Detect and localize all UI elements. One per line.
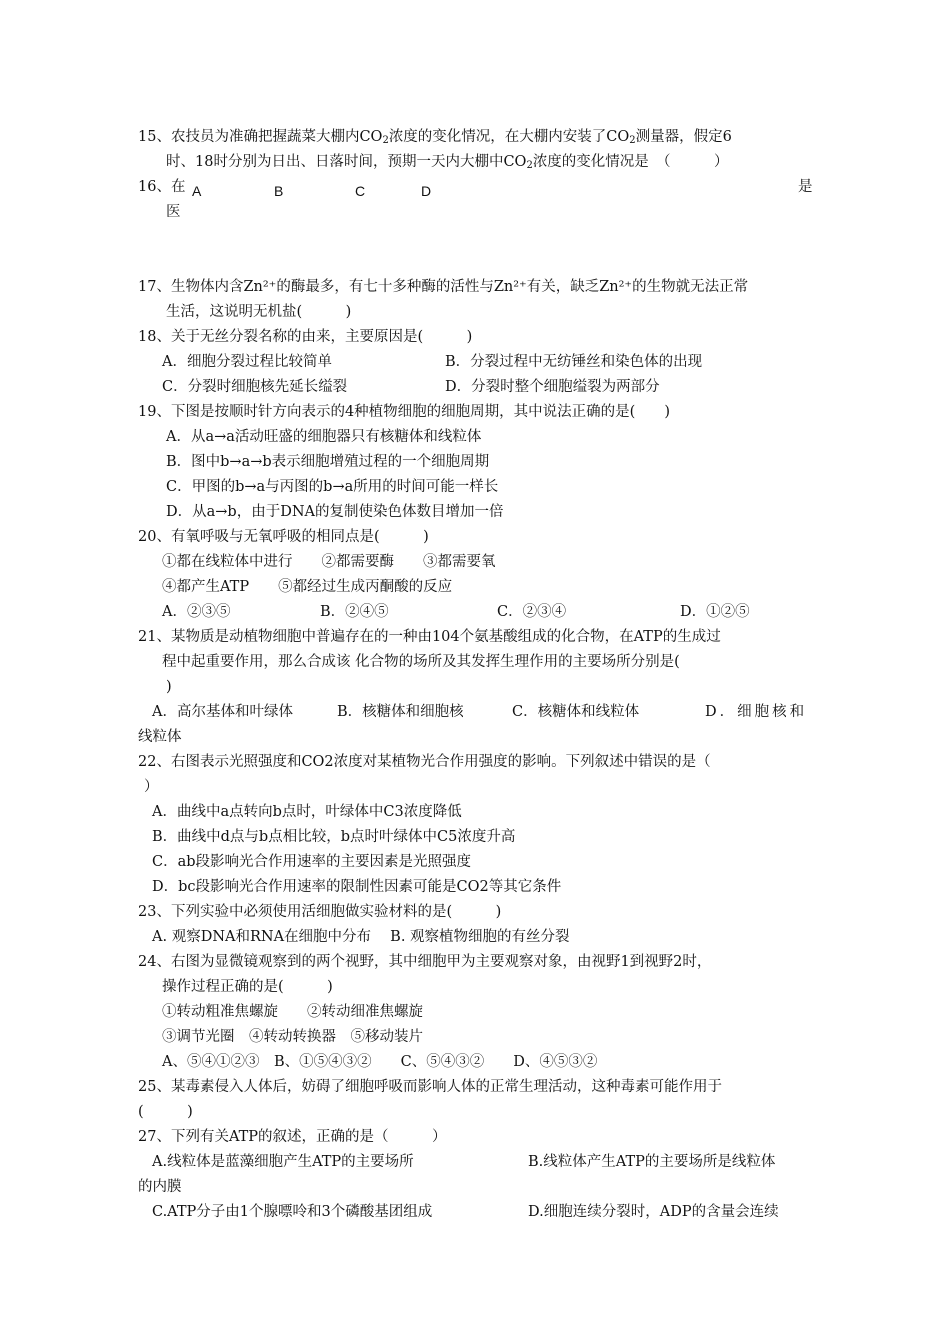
q21-line1: 21、某物质是动植物细胞中普遍存在的一种由104个氨基酸组成的化合物，在ATP的生成过 [138,629,721,645]
q24-line1: 24、右图为显微镜观察到的两个视野，其中细胞甲为主要观察对象，由视野1到视野2时， [138,954,712,970]
q15-line1: 15、农技员为准确把握蔬菜大棚内$CO_2$浓度的变化情况，在大棚内安装了$CO_2$测量器，假定6 [138,129,732,146]
q20-stem: 20、有氧呼吸与无氧呼吸的相同点是( ) [138,529,429,545]
q22-line2: ） [144,779,159,795]
q21-line3: ) [166,679,172,695]
q22-option-a: A．曲线中a点转向b点时，叶绿体中C3浓度降低 [152,804,462,820]
q27-option-d: D.细胞连续分裂时，ADP的含量会连续 [528,1204,779,1220]
q18-option-b: B．分裂过程中无纺锤丝和染色体的出现 [445,354,703,370]
q20-option-a: A．②③⑤ [162,604,231,620]
q18-option-a: A．细胞分裂过程比较简单 [162,354,332,370]
q20-option-b: B．②④⑤ [320,604,389,620]
q27-stem: 27、下列有关ATP的叙述，正确的是（ ） [138,1129,447,1145]
q22-option-c: C．ab段影响光合作用速率的主要因素是光照强度 [152,854,472,870]
q20-option-d: D．①②⑤ [680,604,750,620]
q21-line2: 程中起重要作用，那么合成该 化合物的场所及其发挥生理作用的主要场所分别是( [162,654,680,670]
q20-items-2: ④都产生ATP ⑤都经过生成丙酮酸的反应 [162,579,453,595]
q15-line2: 时、18时分别为日出、日落时间，预期一天内大棚中$CO_2$浓度的变化情况是 （ ） [166,154,729,171]
q24-items-1: ①转动粗准焦螺旋 ②转动细准焦螺旋 [162,1004,423,1020]
q22-option-b: B．曲线中d点与b点相比较，b点时叶绿体中C5浓度升高 [152,829,516,845]
q24-line2: 操作过程正确的是( ) [162,979,333,995]
q16-option-d-label: D [421,183,432,199]
q21-option-c: C．核糖体和线粒体 [512,704,640,720]
q19-option-d: D．从a→b，由于DNA的复制使染色体数目增加一倍 [166,504,504,520]
q20-items-1: ①都在线粒体中进行 ②都需要酶 ③都需要氧 [162,554,496,570]
q19-option-b: B．图中b→a→b表示细胞增殖过程的一个细胞周期 [166,454,490,470]
q19-option-c: C．甲图的b→a与丙图的b→a所用的时间可能一样长 [166,479,499,495]
q16-option-a-label: A [192,183,202,199]
q21-option-b: B．核糖体和细胞核 [337,704,464,720]
q23-stem: 23、下列实验中必须使用活细胞做实验材料的是( ) [138,904,502,920]
q17-line1: 17、生物体内含Zn²⁺的酶最多，有七十多种酶的活性与Zn²⁺有关，缺乏Zn²⁺的生物就无法正常 [138,279,749,295]
q16-line1: 16、在 [138,179,186,195]
q18-stem: 18、关于无丝分裂名称的由来，主要原因是( ) [138,329,473,345]
q24-options: A、⑤④①②③ B、①⑤④③② C、⑤④③② D、④⑤③② [162,1054,598,1070]
q17-line2: 生活，这说明无机盐( ) [166,304,352,320]
q22-line1: 22、右图表示光照强度和CO2浓度对某植物光合作用强度的影响。下列叙述中错误的是（ [138,754,711,770]
q18-option-c: C．分裂时细胞核先延长缢裂 [162,379,348,395]
q27-option-b: B.线粒体产生ATP的主要场所是线粒体 [528,1154,776,1170]
q24-items-2: ③调节光圈 ④转动转换器 ⑤移动装片 [162,1029,423,1045]
q27-option-b-cont: 的内膜 [138,1179,182,1195]
q27-option-c: C.ATP分子由1个腺嘌呤和3个磷酸基团组成 [152,1204,433,1220]
q20-option-c: C．②③④ [497,604,567,620]
q16-option-b-label: B [274,183,284,199]
q16-option-c-label: C [355,183,366,199]
q16-line2: 医 [166,204,181,220]
q27-option-a: A.线粒体是蓝藻细胞产生ATP的主要场所 [152,1154,414,1170]
q16-tail: 是 [798,179,813,195]
q25-line2: ( ) [138,1104,193,1120]
q21-option-d-cont: 线粒体 [138,729,182,745]
q18-option-d: D．分裂时整个细胞缢裂为两部分 [445,379,660,395]
q21-option-a: A．高尔基体和叶绿体 [152,704,293,720]
q23-options: A. 观察DNA和RNA在细胞中分布 B. 观察植物细胞的有丝分裂 [152,929,570,945]
q21-option-d: D．细胞核和 [705,704,808,720]
q22-option-d: D．bc段影响光合作用速率的限制性因素可能是CO2等其它条件 [152,879,562,895]
q19-option-a: A．从a→a活动旺盛的细胞器只有核糖体和线粒体 [166,429,482,445]
q19-stem: 19、下图是按顺时针方向表示的4种植物细胞的细胞周期，其中说法正确的是( ) [138,404,670,420]
q25-line1: 25、某毒素侵入人体后，妨碍了细胞呼吸而影响人体的正常生理活动，这种毒素可能作用于 [138,1079,722,1095]
